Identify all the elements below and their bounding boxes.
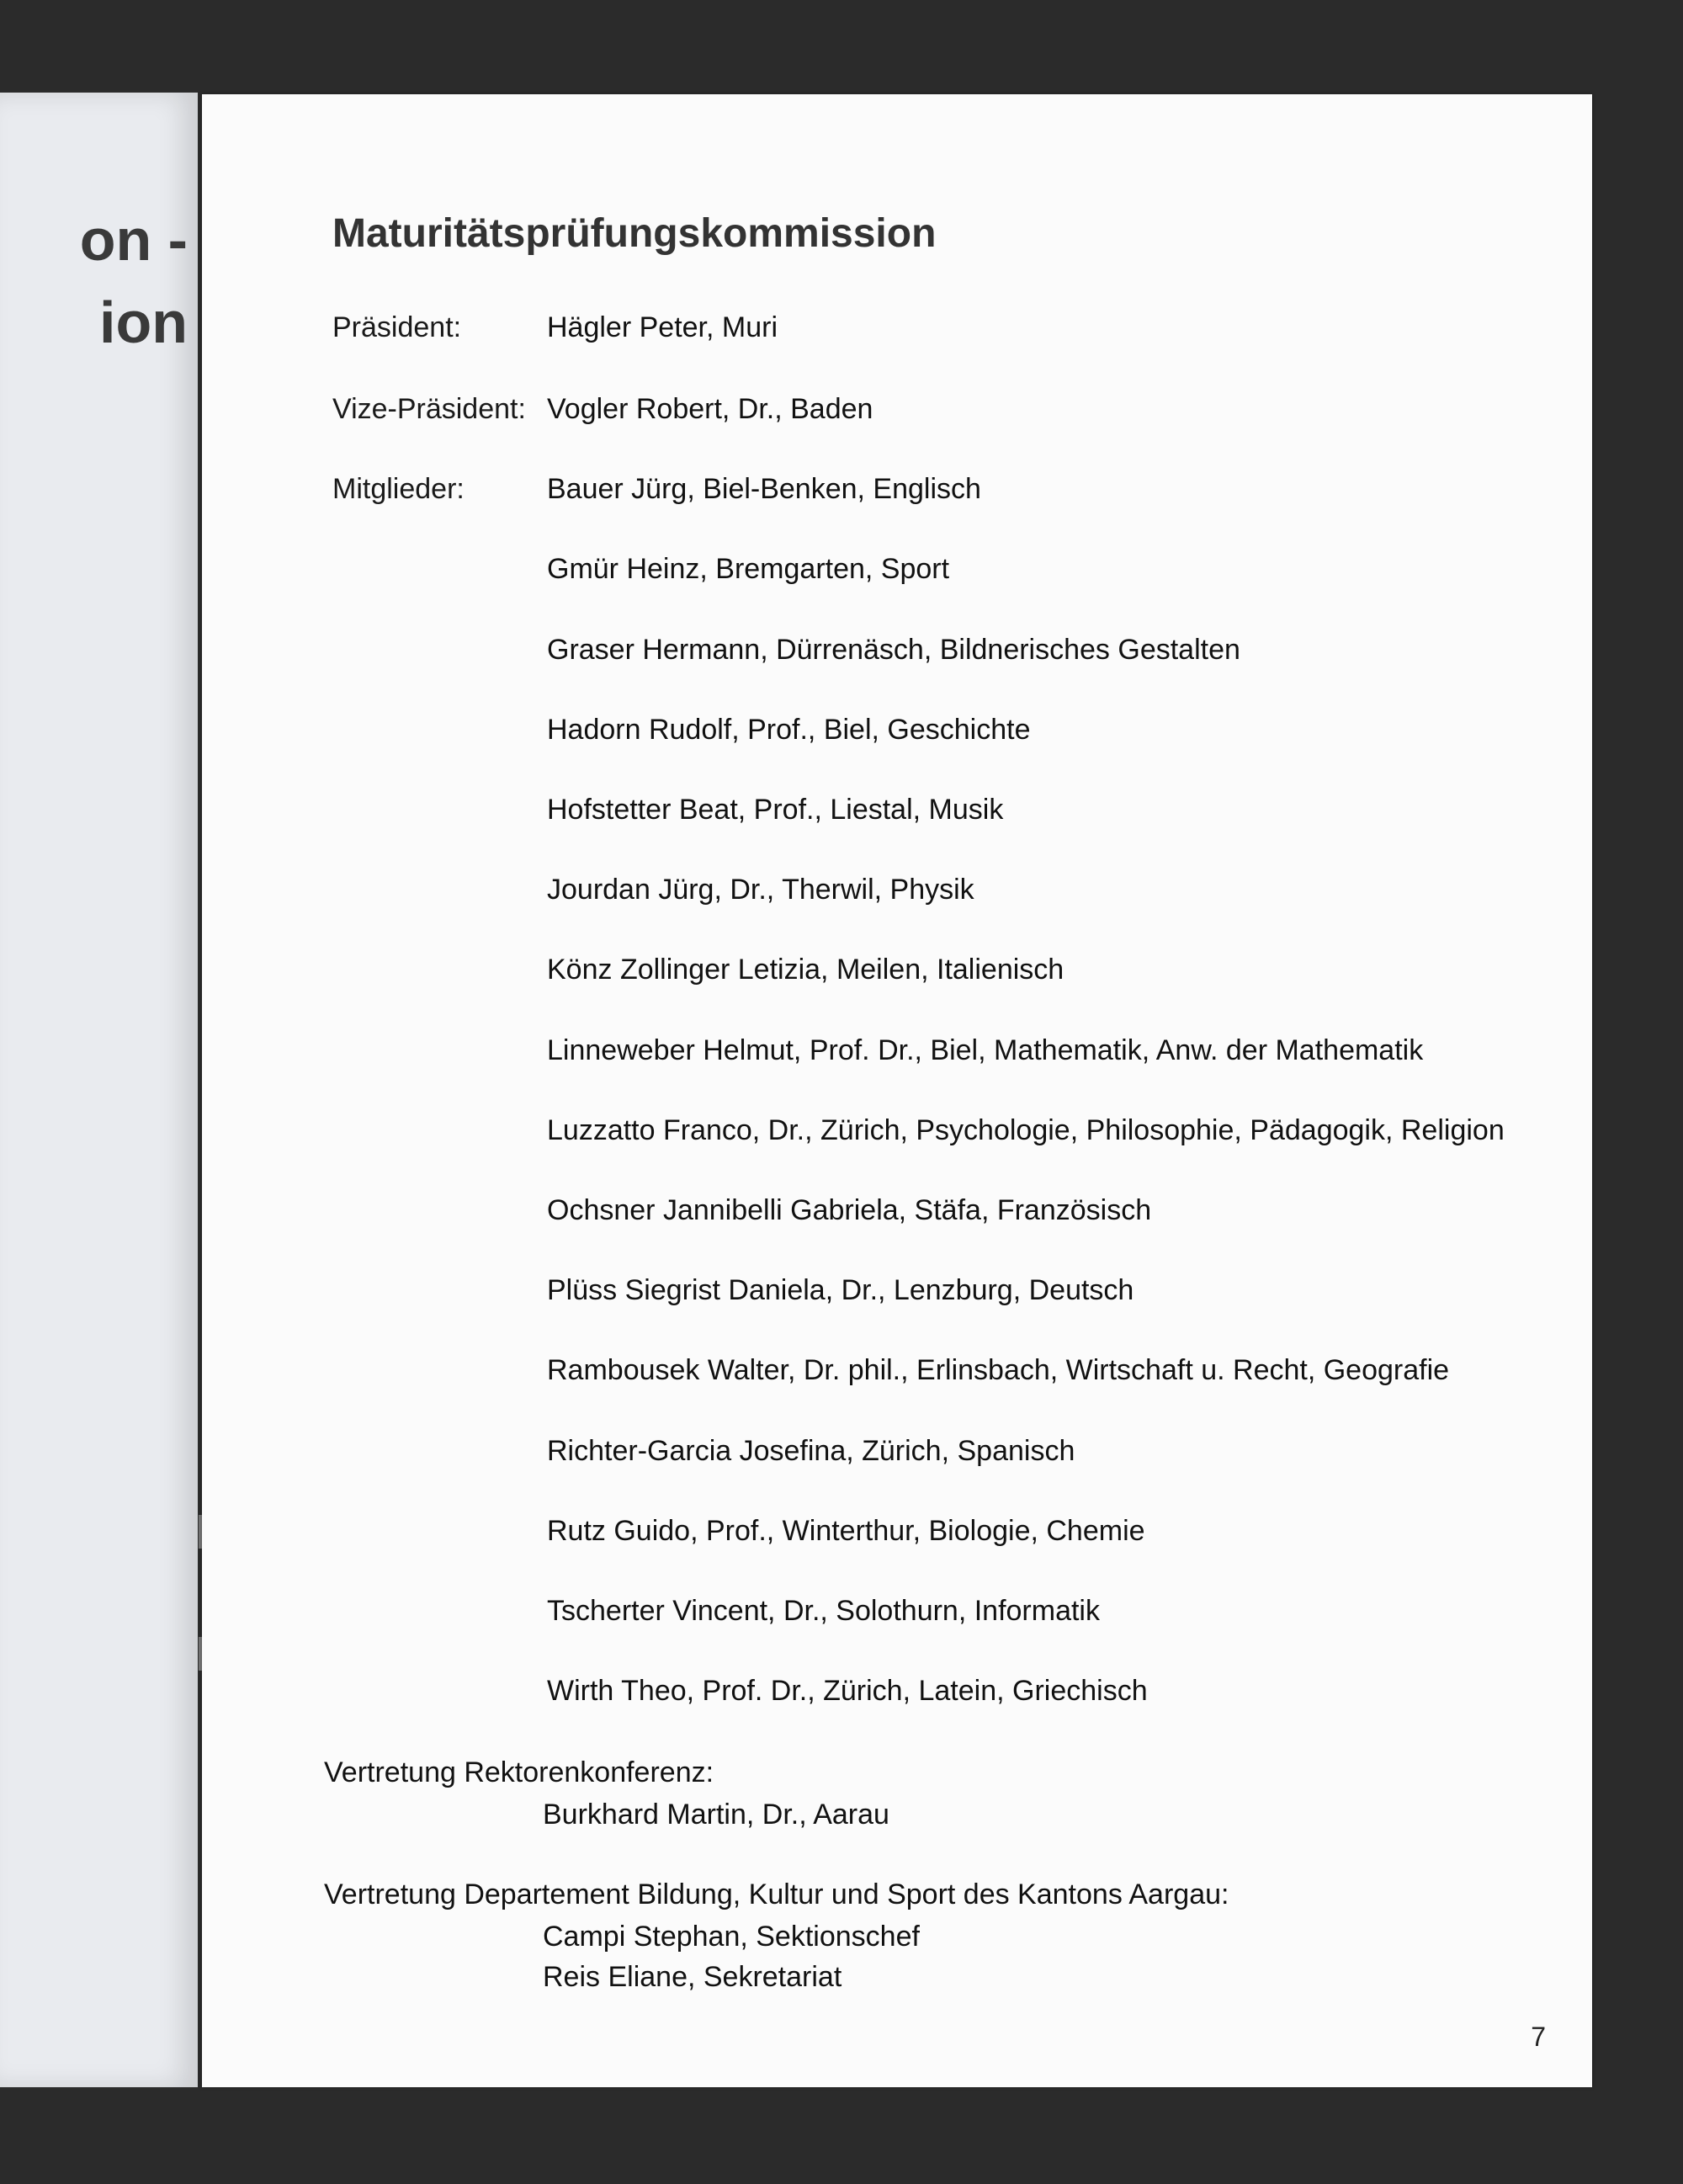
member-entry: Tscherter Vincent, Dr., Solothurn, Informatik — [547, 1595, 1100, 1627]
member-entry: Linneweber Helmut, Prof. Dr., Biel, Mathematik, Anw. der Mathematik — [547, 1034, 1424, 1066]
member-entry: Gmür Heinz, Bremgarten, Sport — [547, 553, 950, 585]
president-value: Hägler Peter, Muri — [547, 311, 778, 343]
departement-label: Vertretung Departement Bildung, Kultur und Sport des Kantons Aargau: — [324, 1878, 1229, 1910]
page-title: Maturitätsprüfungskommission — [332, 211, 937, 256]
left-page-heading-line-2: ion — [99, 290, 188, 355]
vice-president-value: Vogler Robert, Dr., Baden — [547, 393, 873, 425]
member-entry: Ochsner Jannibelli Gabriela, Stäfa, Französisch — [547, 1194, 1152, 1226]
member-entry: Könz Zollinger Letizia, Meilen, Italienisch — [547, 954, 1064, 986]
member-entry: Jourdan Jürg, Dr., Therwil, Physik — [547, 874, 974, 906]
departement-entry: Reis Eliane, Sekretariat — [543, 1961, 842, 1993]
member-entry: Graser Hermann, Dürrenäsch, Bildnerisches Gestalten — [547, 634, 1240, 666]
rektorenkonferenz-entry: Burkhard Martin, Dr., Aarau — [543, 1799, 889, 1831]
member-entry: Plüss Siegrist Daniela, Dr., Lenzburg, Deutsch — [547, 1274, 1134, 1306]
member-entry: Hadorn Rudolf, Prof., Biel, Geschichte — [547, 714, 1031, 746]
member-entry: Wirth Theo, Prof. Dr., Zürich, Latein, Griechisch — [547, 1675, 1148, 1707]
members-label: Mitglieder: — [332, 473, 465, 505]
member-entry: Bauer Jürg, Biel-Benken, Englisch — [547, 473, 981, 505]
document-page — [202, 94, 1592, 2087]
vice-president-label: Vize-Präsident: — [332, 393, 526, 425]
member-entry: Hofstetter Beat, Prof., Liestal, Musik — [547, 794, 1004, 826]
left-page-faint-text — [0, 345, 198, 1103]
left-facing-page — [0, 93, 198, 2087]
departement-entry: Campi Stephan, Sektionschef — [543, 1921, 920, 1953]
president-label: Präsident: — [332, 311, 462, 343]
member-entry: Richter-Garcia Josefina, Zürich, Spanisch — [547, 1435, 1075, 1467]
member-entry: Rambousek Walter, Dr. phil., Erlinsbach, Wirtschaft u. Recht, Geografie — [547, 1354, 1450, 1386]
member-entry: Rutz Guido, Prof., Winterthur, Biologie, Chemie — [547, 1515, 1145, 1547]
page-number: 7 — [1531, 2022, 1546, 2052]
member-entry: Luzzatto Franco, Dr., Zürich, Psychologie, Philosophie, Pädagogik, Religion — [547, 1114, 1505, 1146]
rektorenkonferenz-label: Vertretung Rektorenkonferenz: — [324, 1756, 714, 1788]
left-page-heading-line-1: on - — [79, 207, 188, 273]
